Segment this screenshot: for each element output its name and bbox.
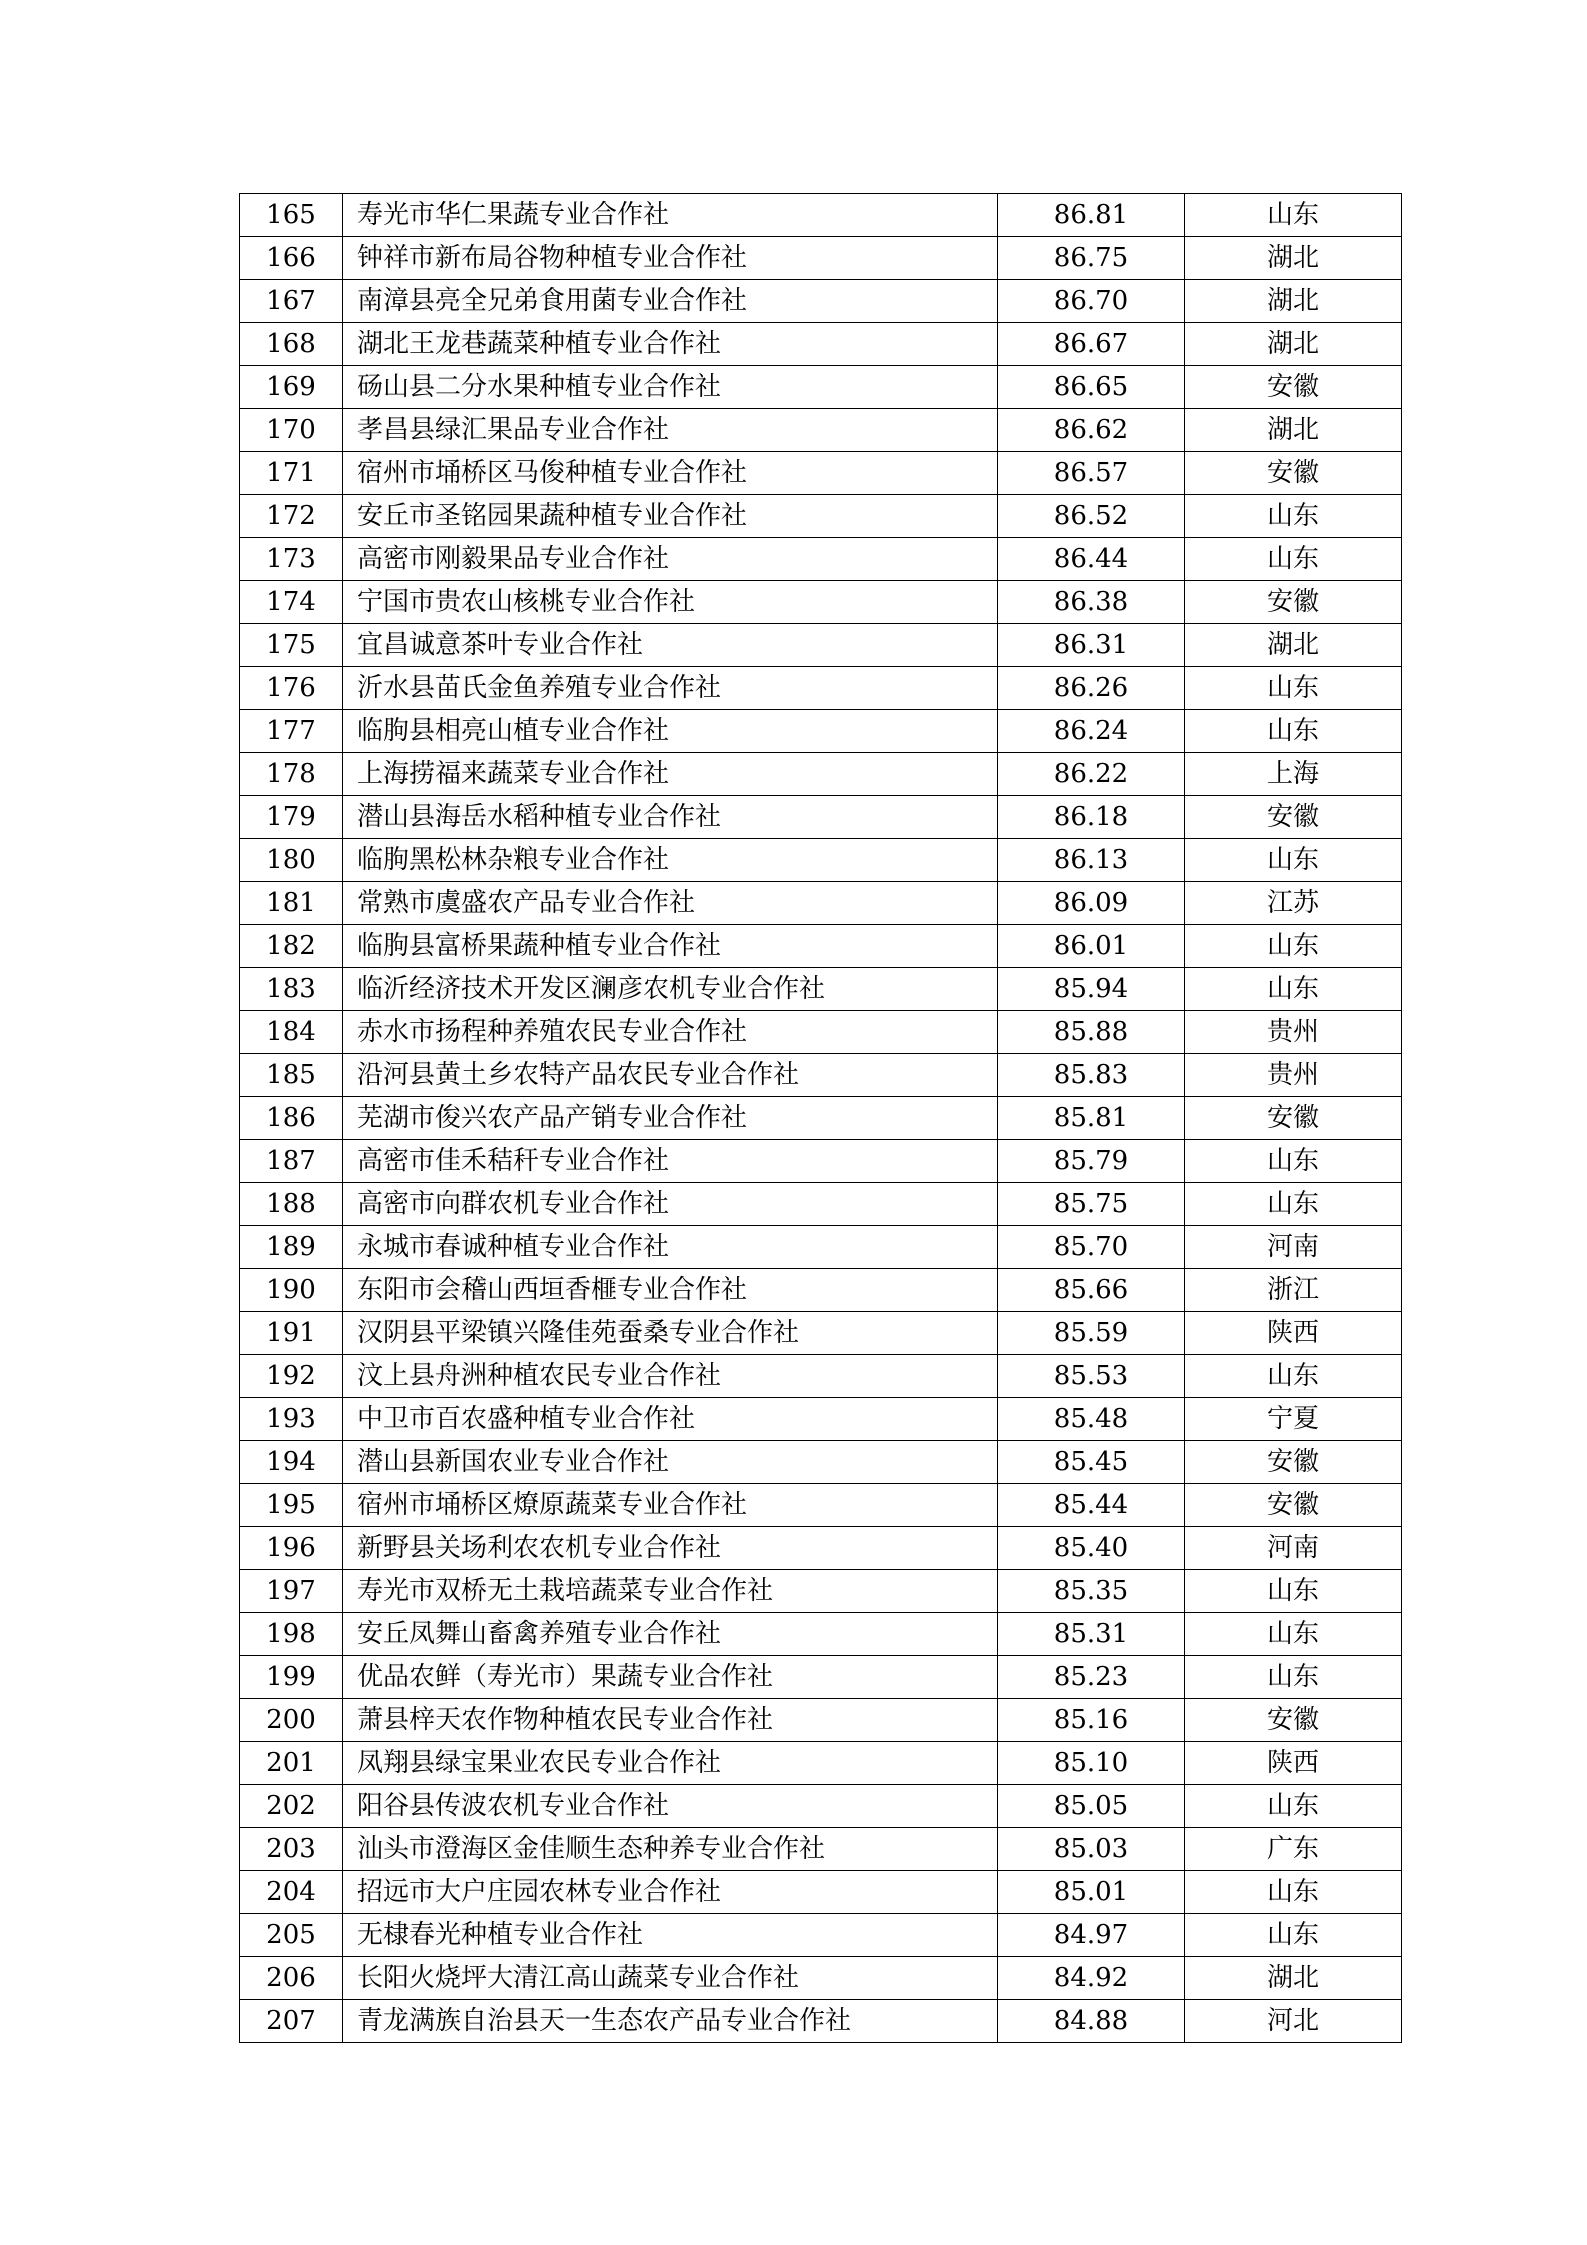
table-row xyxy=(240,581,1402,624)
region-cell: 贵州 xyxy=(1185,1054,1402,1097)
score-cell: 86.22 xyxy=(998,753,1185,796)
cooperative-name-cell: 湖北王龙巷蔬菜种植专业合作社 xyxy=(343,323,998,366)
cooperative-name-cell: 萧县梓天农作物种植农民专业合作社 xyxy=(343,1699,998,1742)
score-cell: 86.65 xyxy=(998,366,1185,409)
table-row xyxy=(240,1054,1402,1097)
table-row xyxy=(240,1914,1402,1957)
score-cell: 85.59 xyxy=(998,1312,1185,1355)
cooperative-name-cell: 钟祥市新布局谷物种植专业合作社 xyxy=(343,237,998,280)
rank-cell: 200 xyxy=(240,1699,343,1742)
rank-cell: 205 xyxy=(240,1914,343,1957)
score-cell: 86.57 xyxy=(998,452,1185,495)
score-cell: 85.79 xyxy=(998,1140,1185,1183)
rank-cell: 199 xyxy=(240,1656,343,1699)
region-cell: 山东 xyxy=(1185,1871,1402,1914)
cooperative-name-cell: 孝昌县绿汇果品专业合作社 xyxy=(343,409,998,452)
region-cell: 山东 xyxy=(1185,194,1402,237)
table-row xyxy=(240,194,1402,237)
region-cell: 山东 xyxy=(1185,538,1402,581)
rank-cell: 195 xyxy=(240,1484,343,1527)
score-cell: 86.67 xyxy=(998,323,1185,366)
score-cell: 85.66 xyxy=(998,1269,1185,1312)
cooperative-name-cell: 常熟市虞盛农产品专业合作社 xyxy=(343,882,998,925)
score-cell: 85.16 xyxy=(998,1699,1185,1742)
cooperative-name-cell: 寿光市华仁果蔬专业合作社 xyxy=(343,194,998,237)
rank-cell: 183 xyxy=(240,968,343,1011)
score-cell: 86.26 xyxy=(998,667,1185,710)
rank-cell: 184 xyxy=(240,1011,343,1054)
rank-cell: 198 xyxy=(240,1613,343,1656)
region-cell: 安徽 xyxy=(1185,1699,1402,1742)
score-cell: 85.44 xyxy=(998,1484,1185,1527)
cooperative-name-cell: 高密市向群农机专业合作社 xyxy=(343,1183,998,1226)
cooperative-name-cell: 宿州市埇桥区马俊种植专业合作社 xyxy=(343,452,998,495)
score-cell: 86.70 xyxy=(998,280,1185,323)
rank-cell: 202 xyxy=(240,1785,343,1828)
cooperative-name-cell: 青龙满族自治县天一生态农产品专业合作社 xyxy=(343,2000,998,2043)
table-row xyxy=(240,1441,1402,1484)
table-row xyxy=(240,1656,1402,1699)
cooperative-name-cell: 赤水市扬程种养殖农民专业合作社 xyxy=(343,1011,998,1054)
score-cell: 85.35 xyxy=(998,1570,1185,1613)
region-cell: 贵州 xyxy=(1185,1011,1402,1054)
rank-cell: 167 xyxy=(240,280,343,323)
score-cell: 85.01 xyxy=(998,1871,1185,1914)
table-row xyxy=(240,237,1402,280)
region-cell: 安徽 xyxy=(1185,366,1402,409)
rank-cell: 170 xyxy=(240,409,343,452)
table-row xyxy=(240,1398,1402,1441)
region-cell: 山东 xyxy=(1185,839,1402,882)
rank-cell: 169 xyxy=(240,366,343,409)
table-row xyxy=(240,1484,1402,1527)
rank-cell: 176 xyxy=(240,667,343,710)
rank-cell: 201 xyxy=(240,1742,343,1785)
cooperative-name-cell: 临沂经济技术开发区澜彦农机专业合作社 xyxy=(343,968,998,1011)
rank-cell: 190 xyxy=(240,1269,343,1312)
table-row xyxy=(240,1957,1402,2000)
table-row xyxy=(240,409,1402,452)
table-row xyxy=(240,1312,1402,1355)
score-cell: 85.40 xyxy=(998,1527,1185,1570)
cooperative-name-cell: 宜昌诚意茶叶专业合作社 xyxy=(343,624,998,667)
table-row xyxy=(240,280,1402,323)
cooperative-name-cell: 新野县关场利农农机专业合作社 xyxy=(343,1527,998,1570)
region-cell: 河北 xyxy=(1185,2000,1402,2043)
table-row xyxy=(240,882,1402,925)
score-cell: 86.09 xyxy=(998,882,1185,925)
region-cell: 安徽 xyxy=(1185,1441,1402,1484)
cooperative-name-cell: 宿州市埇桥区燎原蔬菜专业合作社 xyxy=(343,1484,998,1527)
region-cell: 山东 xyxy=(1185,1183,1402,1226)
rank-cell: 196 xyxy=(240,1527,343,1570)
cooperative-name-cell: 宁国市贵农山核桃专业合作社 xyxy=(343,581,998,624)
score-cell: 84.97 xyxy=(998,1914,1185,1957)
table-row xyxy=(240,796,1402,839)
cooperative-name-cell: 永城市春诚种植专业合作社 xyxy=(343,1226,998,1269)
region-cell: 山东 xyxy=(1185,1613,1402,1656)
table-row xyxy=(240,538,1402,581)
score-cell: 85.53 xyxy=(998,1355,1185,1398)
rank-cell: 178 xyxy=(240,753,343,796)
region-cell: 山东 xyxy=(1185,968,1402,1011)
rank-cell: 204 xyxy=(240,1871,343,1914)
region-cell: 湖北 xyxy=(1185,409,1402,452)
cooperative-name-cell: 安丘凤舞山畜禽养殖专业合作社 xyxy=(343,1613,998,1656)
region-cell: 湖北 xyxy=(1185,1957,1402,2000)
score-cell: 86.31 xyxy=(998,624,1185,667)
table-row xyxy=(240,1011,1402,1054)
region-cell: 陕西 xyxy=(1185,1312,1402,1355)
rank-cell: 189 xyxy=(240,1226,343,1269)
region-cell: 安徽 xyxy=(1185,452,1402,495)
region-cell: 山东 xyxy=(1185,710,1402,753)
score-cell: 86.13 xyxy=(998,839,1185,882)
cooperative-name-cell: 沿河县黄土乡农特产品农民专业合作社 xyxy=(343,1054,998,1097)
region-cell: 山东 xyxy=(1185,925,1402,968)
score-cell: 85.88 xyxy=(998,1011,1185,1054)
table-row xyxy=(240,1527,1402,1570)
score-cell: 85.75 xyxy=(998,1183,1185,1226)
rank-cell: 180 xyxy=(240,839,343,882)
rank-cell: 188 xyxy=(240,1183,343,1226)
score-cell: 85.70 xyxy=(998,1226,1185,1269)
table-row xyxy=(240,1183,1402,1226)
score-cell: 85.94 xyxy=(998,968,1185,1011)
score-cell: 85.81 xyxy=(998,1097,1185,1140)
rank-cell: 191 xyxy=(240,1312,343,1355)
region-cell: 广东 xyxy=(1185,1828,1402,1871)
region-cell: 山东 xyxy=(1185,1656,1402,1699)
region-cell: 湖北 xyxy=(1185,280,1402,323)
score-cell: 86.62 xyxy=(998,409,1185,452)
cooperative-name-cell: 南漳县亮全兄弟食用菌专业合作社 xyxy=(343,280,998,323)
region-cell: 上海 xyxy=(1185,753,1402,796)
score-cell: 85.03 xyxy=(998,1828,1185,1871)
rank-cell: 186 xyxy=(240,1097,343,1140)
cooperative-name-cell: 沂水县苗氏金鱼养殖专业合作社 xyxy=(343,667,998,710)
region-cell: 山东 xyxy=(1185,667,1402,710)
table-row xyxy=(240,1871,1402,1914)
cooperative-name-cell: 上海捞福来蔬菜专业合作社 xyxy=(343,753,998,796)
rank-cell: 192 xyxy=(240,1355,343,1398)
region-cell: 安徽 xyxy=(1185,581,1402,624)
cooperative-name-cell: 汕头市澄海区金佳顺生态种养专业合作社 xyxy=(343,1828,998,1871)
rank-cell: 166 xyxy=(240,237,343,280)
region-cell: 江苏 xyxy=(1185,882,1402,925)
rank-cell: 193 xyxy=(240,1398,343,1441)
cooperative-name-cell: 临朐县相亮山植专业合作社 xyxy=(343,710,998,753)
cooperative-name-cell: 凤翔县绿宝果业农民专业合作社 xyxy=(343,1742,998,1785)
score-cell: 85.31 xyxy=(998,1613,1185,1656)
table-row xyxy=(240,968,1402,1011)
score-cell: 86.18 xyxy=(998,796,1185,839)
rank-cell: 165 xyxy=(240,194,343,237)
table-row xyxy=(240,2000,1402,2043)
region-cell: 宁夏 xyxy=(1185,1398,1402,1441)
cooperative-name-cell: 汶上县舟洲种植农民专业合作社 xyxy=(343,1355,998,1398)
cooperative-name-cell: 临朐黑松林杂粮专业合作社 xyxy=(343,839,998,882)
table-row xyxy=(240,1828,1402,1871)
table-body xyxy=(240,194,1402,2043)
score-cell: 85.05 xyxy=(998,1785,1185,1828)
cooperative-name-cell: 汉阴县平梁镇兴隆佳苑蚕桑专业合作社 xyxy=(343,1312,998,1355)
rank-cell: 181 xyxy=(240,882,343,925)
score-cell: 84.92 xyxy=(998,1957,1185,2000)
score-cell: 86.75 xyxy=(998,237,1185,280)
score-cell: 85.10 xyxy=(998,1742,1185,1785)
cooperative-name-cell: 潜山县新国农业专业合作社 xyxy=(343,1441,998,1484)
region-cell: 河南 xyxy=(1185,1226,1402,1269)
region-cell: 浙江 xyxy=(1185,1269,1402,1312)
rank-cell: 175 xyxy=(240,624,343,667)
rank-cell: 174 xyxy=(240,581,343,624)
cooperative-name-cell: 高密市刚毅果品专业合作社 xyxy=(343,538,998,581)
rank-cell: 179 xyxy=(240,796,343,839)
table-row xyxy=(240,710,1402,753)
cooperative-name-cell: 临朐县富桥果蔬种植专业合作社 xyxy=(343,925,998,968)
score-cell: 86.24 xyxy=(998,710,1185,753)
table-row xyxy=(240,1613,1402,1656)
cooperative-name-cell: 芜湖市俊兴农产品产销专业合作社 xyxy=(343,1097,998,1140)
score-cell: 86.01 xyxy=(998,925,1185,968)
region-cell: 湖北 xyxy=(1185,323,1402,366)
cooperative-name-cell: 砀山县二分水果种植专业合作社 xyxy=(343,366,998,409)
cooperative-name-cell: 安丘市圣铭园果蔬种植专业合作社 xyxy=(343,495,998,538)
score-cell: 85.45 xyxy=(998,1441,1185,1484)
rank-cell: 177 xyxy=(240,710,343,753)
region-cell: 湖北 xyxy=(1185,237,1402,280)
rank-cell: 194 xyxy=(240,1441,343,1484)
rank-cell: 197 xyxy=(240,1570,343,1613)
table-row xyxy=(240,366,1402,409)
region-cell: 山东 xyxy=(1185,1140,1402,1183)
region-cell: 山东 xyxy=(1185,1570,1402,1613)
table-row xyxy=(240,1269,1402,1312)
region-cell: 山东 xyxy=(1185,1914,1402,1957)
cooperative-name-cell: 长阳火烧坪大清江高山蔬菜专业合作社 xyxy=(343,1957,998,2000)
score-cell: 85.83 xyxy=(998,1054,1185,1097)
table-row xyxy=(240,624,1402,667)
region-cell: 山东 xyxy=(1185,1355,1402,1398)
score-cell: 86.81 xyxy=(998,194,1185,237)
table-row xyxy=(240,323,1402,366)
table-row xyxy=(240,1140,1402,1183)
rank-cell: 182 xyxy=(240,925,343,968)
rank-cell: 168 xyxy=(240,323,343,366)
cooperative-name-cell: 阳谷县传波农机专业合作社 xyxy=(343,1785,998,1828)
cooperative-name-cell: 招远市大户庄园农林专业合作社 xyxy=(343,1871,998,1914)
rank-cell: 203 xyxy=(240,1828,343,1871)
table-row xyxy=(240,1097,1402,1140)
score-cell: 86.44 xyxy=(998,538,1185,581)
region-cell: 山东 xyxy=(1185,1785,1402,1828)
cooperative-name-cell: 无棣春光种植专业合作社 xyxy=(343,1914,998,1957)
rank-cell: 187 xyxy=(240,1140,343,1183)
region-cell: 安徽 xyxy=(1185,1484,1402,1527)
table-row xyxy=(240,925,1402,968)
score-cell: 84.88 xyxy=(998,2000,1185,2043)
table-row xyxy=(240,1785,1402,1828)
cooperative-name-cell: 东阳市会稽山西垣香榧专业合作社 xyxy=(343,1269,998,1312)
score-cell: 86.52 xyxy=(998,495,1185,538)
cooperative-name-cell: 优品农鲜（寿光市）果蔬专业合作社 xyxy=(343,1656,998,1699)
rank-cell: 207 xyxy=(240,2000,343,2043)
table-row xyxy=(240,1699,1402,1742)
table-row xyxy=(240,667,1402,710)
table-row xyxy=(240,1226,1402,1269)
cooperative-name-cell: 中卫市百农盛种植专业合作社 xyxy=(343,1398,998,1441)
score-cell: 86.38 xyxy=(998,581,1185,624)
table-row xyxy=(240,1742,1402,1785)
region-cell: 湖北 xyxy=(1185,624,1402,667)
region-cell: 安徽 xyxy=(1185,796,1402,839)
region-cell: 安徽 xyxy=(1185,1097,1402,1140)
cooperative-name-cell: 潜山县海岳水稻种植专业合作社 xyxy=(343,796,998,839)
region-cell: 陕西 xyxy=(1185,1742,1402,1785)
cooperative-name-cell: 高密市佳禾秸秆专业合作社 xyxy=(343,1140,998,1183)
score-cell: 85.48 xyxy=(998,1398,1185,1441)
table-row xyxy=(240,1355,1402,1398)
table-row xyxy=(240,839,1402,882)
rank-cell: 173 xyxy=(240,538,343,581)
table-row xyxy=(240,753,1402,796)
rank-cell: 172 xyxy=(240,495,343,538)
table-row xyxy=(240,1570,1402,1613)
rank-cell: 185 xyxy=(240,1054,343,1097)
table-row xyxy=(240,452,1402,495)
region-cell: 山东 xyxy=(1185,495,1402,538)
rank-cell: 206 xyxy=(240,1957,343,2000)
region-cell: 河南 xyxy=(1185,1527,1402,1570)
score-cell: 85.23 xyxy=(998,1656,1185,1699)
table-row xyxy=(240,495,1402,538)
cooperative-name-cell: 寿光市双桥无土栽培蔬菜专业合作社 xyxy=(343,1570,998,1613)
rank-cell: 171 xyxy=(240,452,343,495)
cooperative-ranking-table xyxy=(239,193,1402,2043)
